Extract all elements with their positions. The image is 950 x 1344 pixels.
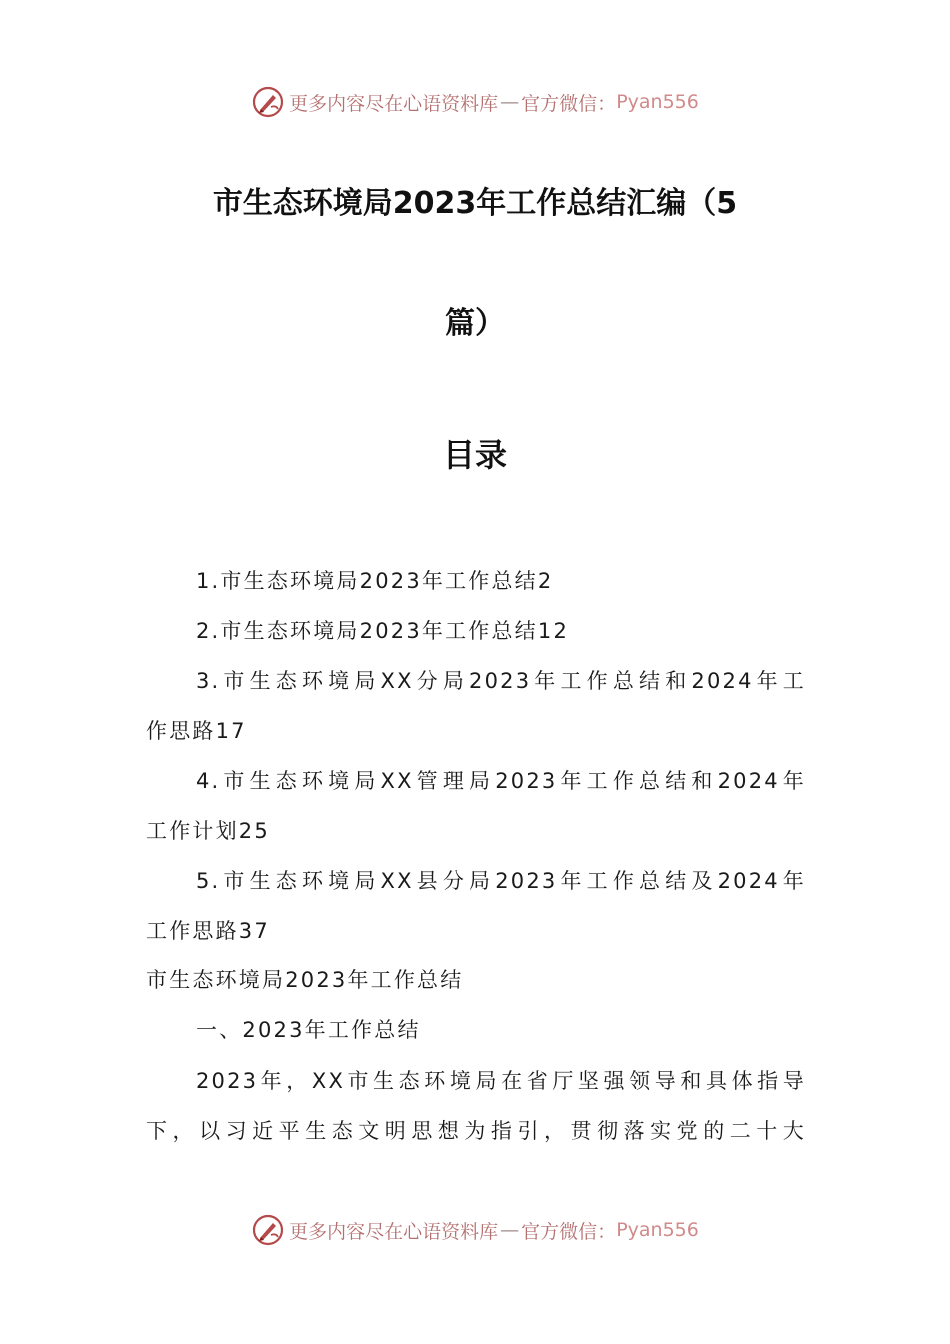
pen-logo-icon bbox=[251, 85, 285, 119]
toc-entry-3-cont[interactable]: 作思路17 bbox=[146, 719, 247, 743]
watermark-wechat-id: Pyan556 bbox=[616, 91, 699, 113]
watermark-separator: — bbox=[500, 1219, 520, 1241]
section-subheading: 一、2023年工作总结 bbox=[196, 1018, 421, 1042]
section-title: 市生态环境局2023年工作总结 bbox=[146, 968, 464, 992]
watermark-header bbox=[0, 82, 950, 122]
toc-entry-5-cont[interactable]: 工作思路37 bbox=[146, 919, 270, 943]
watermark-wechat-label: 官方微信： bbox=[521, 92, 617, 115]
watermark-separator: — bbox=[500, 91, 520, 113]
toc-entry-1[interactable]: 1.市生态环境局2023年工作总结2 bbox=[196, 569, 554, 593]
watermark-wechat-id: Pyan556 bbox=[616, 1219, 699, 1241]
paragraph-line-2: 下，以习近平生态文明思想为指引，贯彻落实党的二十大 bbox=[146, 1119, 806, 1143]
toc-entry-4[interactable]: 4.市生态环境局XX管理局2023年工作总结和2024年 bbox=[196, 769, 806, 793]
toc-entry-3[interactable]: 3.市生态环境局XX分局2023年工作总结和2024年工 bbox=[196, 669, 806, 693]
watermark-footer bbox=[0, 1210, 950, 1250]
watermark-text: 更多内容尽在心语资料库 bbox=[289, 1220, 499, 1243]
toc-heading: 目录 bbox=[442, 436, 507, 474]
watermark-wechat-label: 官方微信： bbox=[521, 1220, 617, 1243]
paragraph-line-1: 2023年，XX市生态环境局在省厅坚强领导和具体指导 bbox=[196, 1069, 806, 1093]
document-title-line-1: 市生态环境局2023年工作总结汇编（5 bbox=[212, 186, 738, 221]
toc-entry-2[interactable]: 2.市生态环境局2023年工作总结12 bbox=[196, 619, 570, 643]
toc-entry-5[interactable]: 5.市生态环境局XX县分局2023年工作总结及2024年 bbox=[196, 869, 806, 893]
pen-logo-icon bbox=[251, 1213, 285, 1247]
watermark-text: 更多内容尽在心语资料库 bbox=[289, 92, 499, 115]
document-title-line-2: 篇） bbox=[445, 306, 505, 341]
toc-entry-4-cont[interactable]: 工作计划25 bbox=[146, 819, 270, 843]
